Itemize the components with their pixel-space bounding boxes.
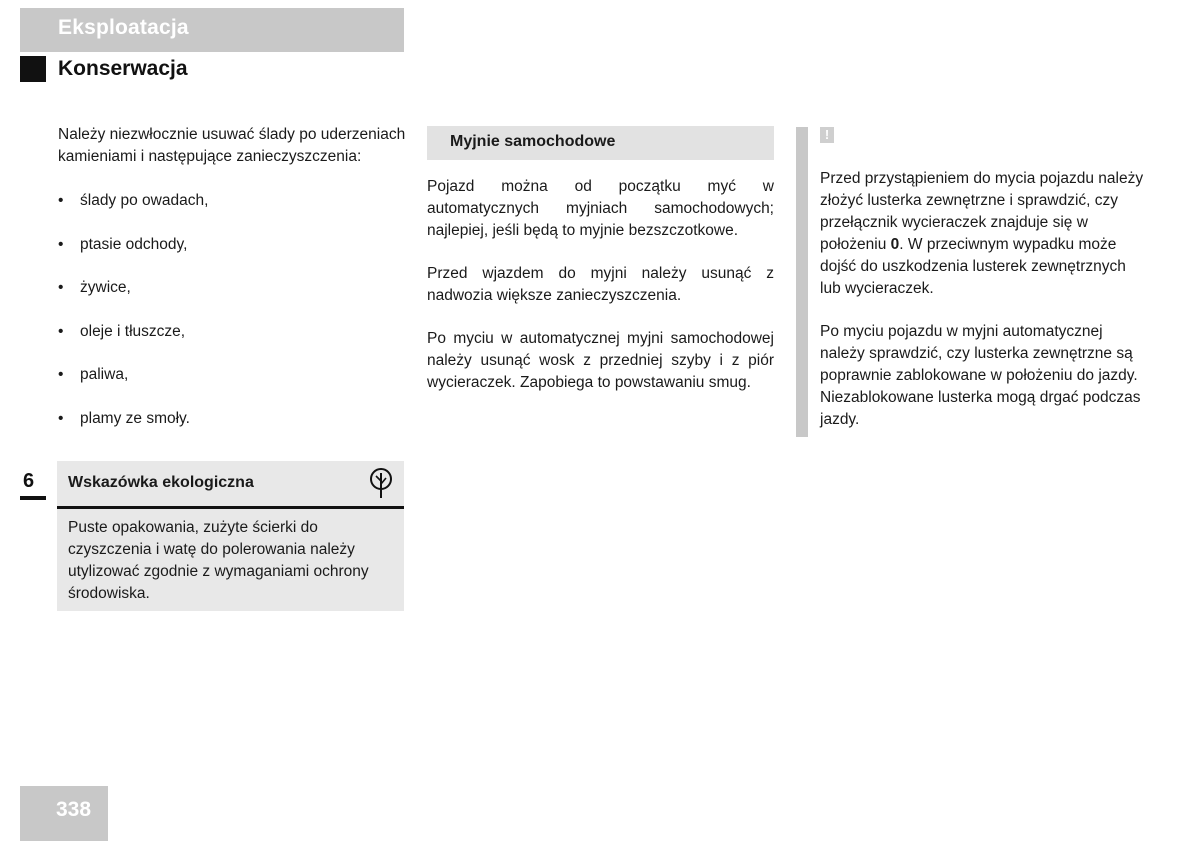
bullet-icon: • (58, 235, 64, 253)
title-marker (20, 56, 46, 82)
warning-icon: ! (820, 127, 834, 143)
bullet-icon: • (58, 322, 64, 340)
page-number: 338 (56, 798, 92, 821)
eco-tip-box (57, 461, 404, 611)
page-title: Konserwacja (58, 57, 188, 80)
intro-paragraph: Należy niezwłocznie usuwać ślady po uderzeniach kamieniami i następujące zanieczyszczenia: (58, 126, 406, 165)
section-title: Eksploatacja (58, 16, 189, 39)
bullet-icon: • (58, 409, 64, 427)
section-header-bar (20, 8, 404, 52)
bullet-icon: • (58, 192, 64, 209)
switch-position: 0 (890, 236, 900, 253)
page-number-box (20, 786, 108, 841)
list-item: • plamy ze smoły. (58, 408, 398, 452)
warning-text (820, 168, 1146, 452)
warning-paragraph: Po myciu pojazdu w myjni automatycznej należy sprawdzić, czy lusterka zewnętrzne są poprawnie zablokowane w położeniu do jazdy. Niezablokowane lusterka mogą drgać podczas jazdy. (820, 323, 1141, 428)
car-wash-text (427, 176, 774, 415)
eco-tip-header (57, 461, 404, 509)
paragraph: Po myciu w automatycznej myjni samochodowej należy usunąć wosk z przedniej szyby i z piór wycieraczek. Zapobiega to powstawaniu smug. (427, 330, 774, 391)
list-item: • oleje i tłuszcze, (58, 321, 398, 365)
list-item: • ptasie odchody, (58, 234, 398, 278)
tree-icon (368, 467, 394, 501)
eco-tip-body: Puste opakowania, zużyte ścierki do czyszczenia i watę do polerowania należy utylizować zgodnie z wymaganiami ochrony środowiska. (68, 519, 369, 602)
car-wash-heading: Myjnie samochodowe (450, 133, 616, 150)
paragraph: Pojazd można od początku myć w automatycznych myjniach samochodowych; najlepiej, jeśli będą to myjnie bezszczotkowe. (427, 178, 774, 239)
bullet-icon: • (58, 366, 64, 384)
warning-paragraph: Przed przystąpieniem do mycia pojazdu należy złożyć lusterka zewnętrzne i sprawdzić, czy przełącznik wycieraczek znajduje się w położeniu 0. W przeciwnym wypadku może dojść do uszkodzenia lusterek zewnętrznych lub wycieraczek. (820, 170, 1144, 297)
list-item: • ślady po owadach, (58, 190, 398, 234)
warning-side-bar (796, 127, 808, 437)
list-item: • paliwa, (58, 364, 398, 408)
list-item: • żywice, (58, 277, 398, 321)
contaminants-list (58, 190, 398, 452)
chapter-number: 6 (20, 470, 46, 500)
bullet-icon: • (58, 279, 64, 297)
eco-tip-title: Wskazówka ekologiczna (68, 474, 254, 491)
car-wash-heading-box (427, 126, 774, 160)
paragraph: Przed wjazdem do myjni należy usunąć z nadwozia większe zanieczyszczenia. (427, 265, 774, 304)
